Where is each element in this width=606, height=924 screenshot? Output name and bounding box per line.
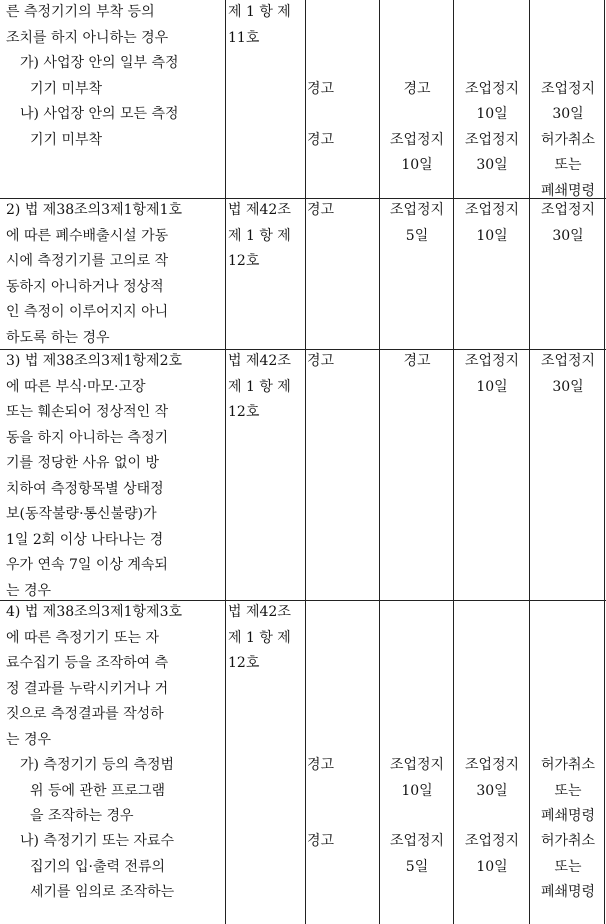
fourth-penalty-cell: 조업정지 30일 — [540, 202, 596, 244]
fourth-penalty-cell: 허가취소 또는 폐쇄명령 — [540, 757, 596, 824]
violation-cell: 가) 사업장 안의 일부 측정 기기 미부착 — [20, 55, 179, 97]
first-penalty: 경고 — [307, 833, 335, 849]
violation-cell: 가) 측정기기 등의 측정범 위 등에 관한 프로그램 을 조작하는 경우 — [20, 757, 175, 824]
third-penalty-cell: 조업정지 30일 — [464, 757, 520, 799]
fourth-penalty-cell: 허가취소 또는 폐쇄명령 — [540, 833, 596, 900]
first-penalty-cell — [307, 829, 377, 855]
fourth-penalty-cell: 조업정지 30일 — [540, 80, 596, 122]
column-divider — [379, 0, 380, 924]
third-penalty-cell: 조업정지 10일 — [464, 80, 520, 122]
column-divider — [604, 0, 605, 924]
violation-cell: 3) 법 제38조의3제1항제2호 에 따른 부식·마모·고장 또는 훼손되어 정상적인 작 동을 하지 아니하는 측정기 기를 정당한 사유 없이 방 치하여 측정항목별 상태정 보(동작불량·통신불량)가 1일 2회 이상 나타나는 경 우가 연속 7일 이상 계속되 는 경우 — [6, 353, 182, 599]
violation-cell: 른 측정기기의 부착 등의 조치를 하지 아니하는 경우 — [6, 4, 169, 46]
second-penalty-cell: 조업정지 5일 — [389, 202, 445, 244]
first-penalty: 경고 — [307, 353, 335, 369]
column-divider — [305, 0, 306, 924]
first-penalty: 경고 — [307, 80, 335, 97]
first-penalty-cell — [307, 349, 377, 375]
second-penalty-cell — [382, 77, 452, 103]
third-penalty-cell: 조업정지 30일 — [464, 131, 520, 173]
law-cell: 제 1 항 제 11호 — [228, 4, 291, 46]
column-divider — [529, 0, 530, 924]
violation-cell: 2) 법 제38조의3제1항제1호 에 따른 폐수배출시설 가동 시에 측정기기를 고의로 작 동하지 아니하거나 정상적 인 측정이 이루어지지 아니 하도록 하는 경우 — [6, 202, 182, 346]
law-cell: 법 제42조 제 1 항 제 12호 — [228, 202, 291, 269]
column-divider — [453, 0, 454, 924]
fourth-penalty-cell: 허가취소 또는 폐쇄명령 — [540, 131, 596, 199]
first-penalty: 경고 — [307, 757, 335, 773]
second-penalty-cell: 조업정지 10일 — [389, 757, 445, 799]
first-penalty-cell — [307, 77, 377, 103]
second-penalty-cell: 조업정지 10일 — [389, 131, 445, 173]
violation-cell: 나) 사업장 안의 모든 측정 기기 미부착 — [20, 106, 179, 148]
second-penalty: 경고 — [403, 353, 431, 369]
first-penalty-cell — [307, 198, 377, 224]
second-penalty-cell: 조업정지 5일 — [389, 833, 445, 875]
column-divider — [225, 0, 226, 924]
second-penalty-cell — [382, 349, 452, 375]
first-penalty-cell — [307, 128, 377, 154]
law-cell: 법 제42조 제 1 항 제 12호 — [228, 353, 291, 420]
second-penalty: 경고 — [403, 80, 431, 97]
fourth-penalty-cell: 조업정지 30일 — [540, 353, 596, 395]
first-penalty: 경고 — [307, 131, 335, 148]
first-penalty-cell — [307, 753, 377, 779]
third-penalty-cell: 조업정지 10일 — [464, 833, 520, 875]
law-cell: 법 제42조 제 1 항 제 12호 — [228, 604, 291, 671]
third-penalty-cell: 조업정지 10일 — [464, 202, 520, 244]
violation-cell: 4) 법 제38조의3제1항제3호 에 따른 측정기기 또는 자 료수집기 등을 조작하여 측 정 결과를 누락시키거나 거 짓으로 측정결과를 작성하 는 경우 — [6, 604, 182, 748]
third-penalty-cell: 조업정지 10일 — [464, 353, 520, 395]
first-penalty: 경고 — [307, 202, 335, 218]
violation-cell: 나) 측정기기 또는 자료수 집기의 입·출력 전류의 세기를 임의로 조작하는 — [20, 833, 175, 900]
